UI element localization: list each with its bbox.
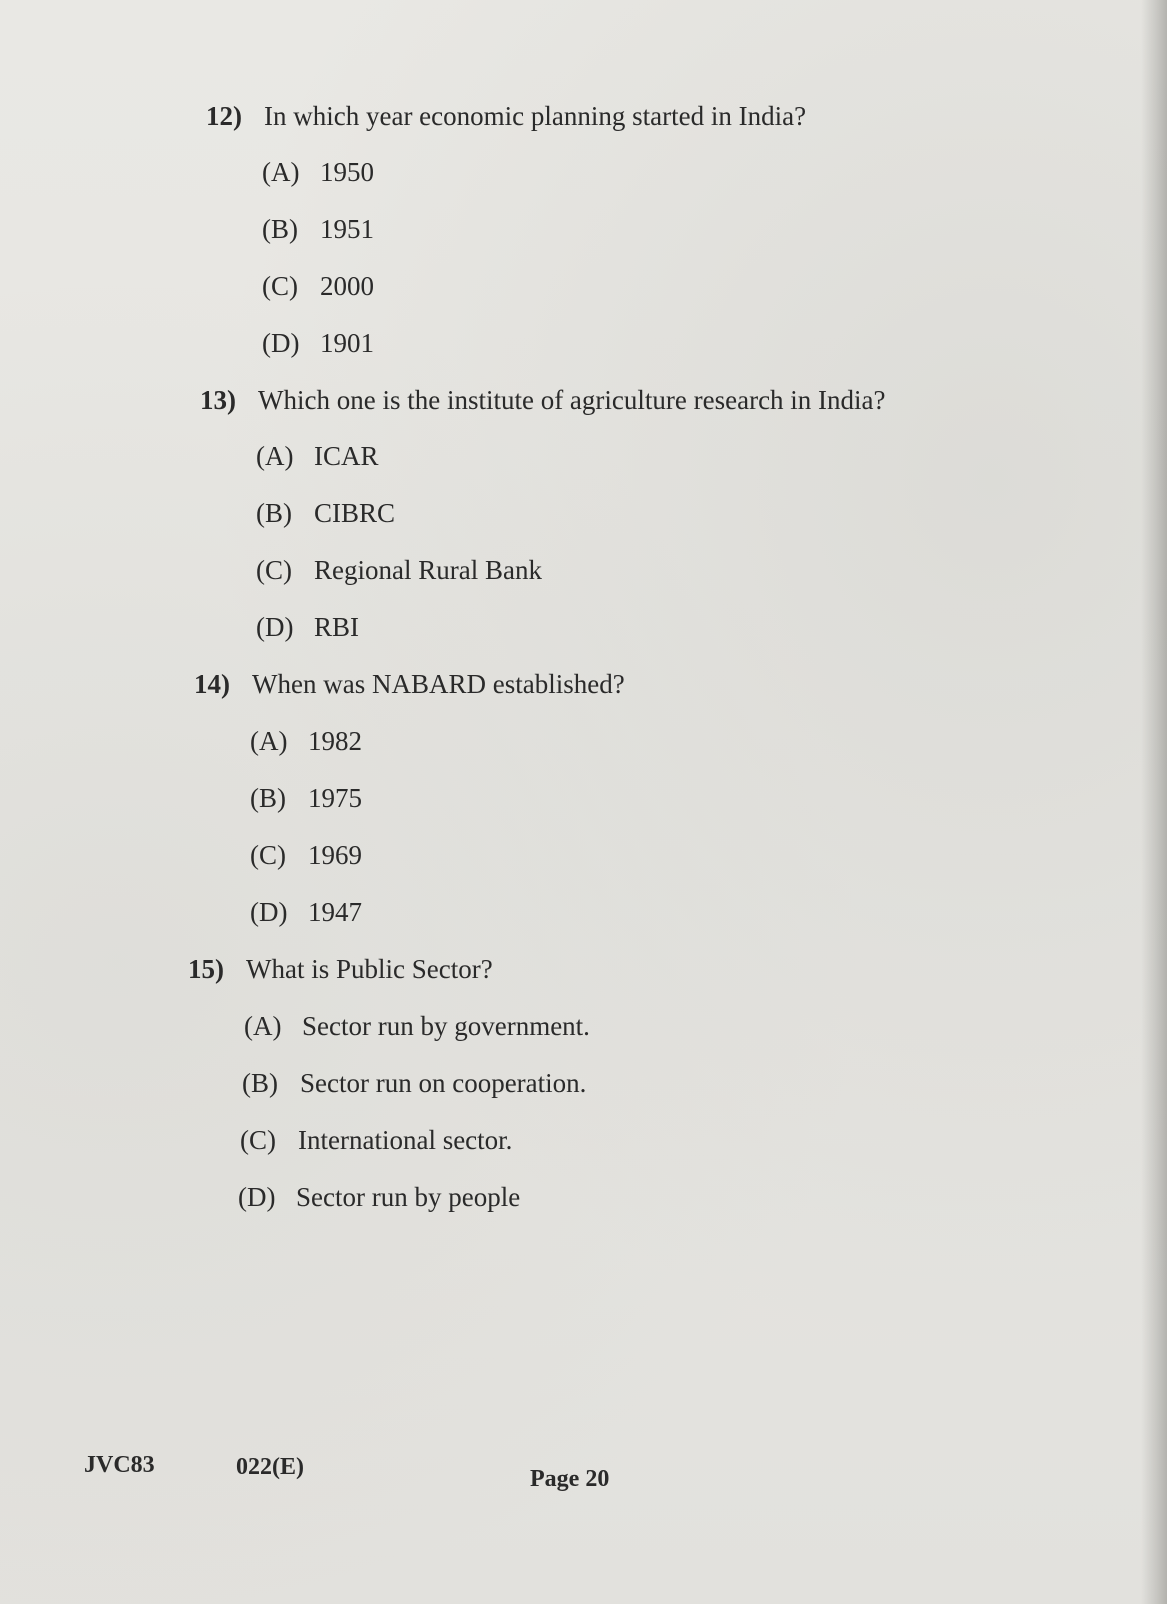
option-text: 1951: [320, 214, 374, 244]
option-text: Sector run by people: [296, 1182, 521, 1212]
option-text: 1969: [308, 840, 362, 870]
option-text: 1975: [308, 783, 362, 813]
option-letter: (B): [262, 214, 298, 244]
footer-code: JVC83: [84, 1452, 155, 1478]
question-number: 15): [188, 954, 224, 984]
question-14: [194, 668, 625, 700]
question-text: In which year economic planning started in India?: [264, 101, 807, 131]
option-letter: (A): [250, 726, 288, 756]
question-text: What is Public Sector?: [246, 954, 493, 984]
option-letter: (C): [256, 555, 292, 585]
option-letter: (A): [256, 441, 294, 471]
option-text: International sector.: [298, 1125, 513, 1155]
option-12-c: [262, 270, 374, 302]
option-text: 1950: [320, 157, 374, 187]
question-13: [200, 384, 886, 416]
option-text: Sector run on cooperation.: [300, 1068, 587, 1098]
option-12-b: [262, 213, 374, 245]
option-14-d: [250, 896, 362, 928]
option-text: Regional Rural Bank: [314, 555, 542, 585]
option-letter: (B): [256, 498, 292, 528]
option-letter: (C): [262, 271, 298, 301]
option-12-a: [262, 156, 374, 188]
option-14-c: [250, 839, 362, 871]
option-text: RBI: [314, 612, 360, 642]
option-14-b: [250, 782, 362, 814]
option-13-d: [256, 611, 359, 643]
question-number: 14): [194, 669, 230, 699]
option-letter: (A): [244, 1011, 282, 1041]
option-15-b: [242, 1067, 586, 1099]
option-13-b: [256, 497, 395, 529]
footer-paper-code: 022(E): [236, 1454, 304, 1480]
option-13-a: [256, 440, 379, 472]
question-number: 12): [206, 101, 242, 131]
option-text: 1901: [320, 328, 374, 358]
option-14-a: [250, 725, 362, 757]
question-15: [188, 953, 493, 985]
option-letter: (C): [250, 840, 286, 870]
option-letter: (A): [262, 157, 300, 187]
option-text: CIBRC: [314, 498, 396, 528]
option-text: ICAR: [314, 441, 379, 471]
question-12: [206, 100, 806, 132]
option-letter: (D): [262, 328, 300, 358]
page-edge-shadow: [1141, 0, 1167, 1604]
question-text: Which one is the institute of agriculture research in India?: [258, 385, 886, 415]
option-text: Sector run by government.: [302, 1011, 590, 1041]
option-15-c: [240, 1124, 512, 1156]
option-letter: (D): [250, 897, 288, 927]
option-15-d: [238, 1181, 520, 1213]
option-text: 1982: [308, 726, 362, 756]
question-number: 13): [200, 385, 236, 415]
option-letter: (D): [256, 612, 294, 642]
option-text: 2000: [320, 271, 374, 301]
option-letter: (D): [238, 1182, 276, 1212]
option-letter: (C): [240, 1125, 276, 1155]
question-text: When was NABARD established?: [252, 669, 625, 699]
footer-page-number: Page 20: [530, 1466, 610, 1492]
option-text: 1947: [308, 897, 362, 927]
option-letter: (B): [242, 1068, 278, 1098]
option-13-c: [256, 554, 542, 586]
option-letter: (B): [250, 783, 286, 813]
option-12-d: [262, 327, 374, 359]
option-15-a: [244, 1010, 590, 1042]
